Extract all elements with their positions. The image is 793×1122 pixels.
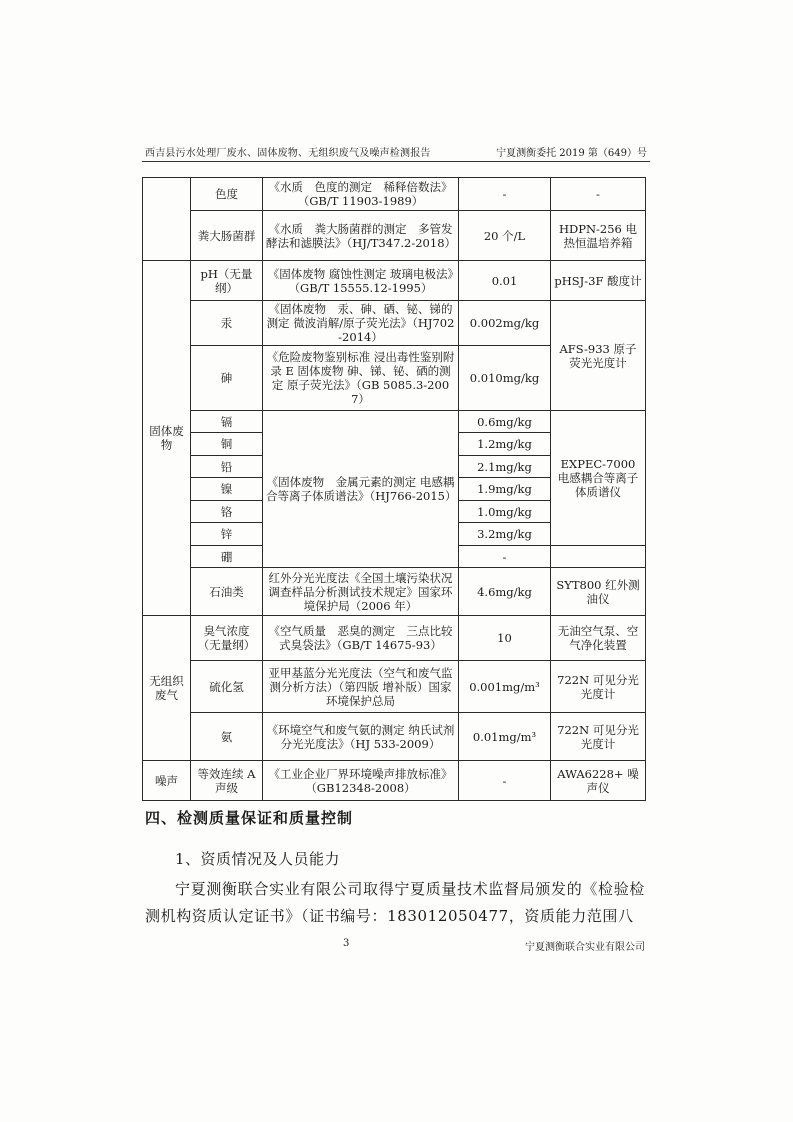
item-cell: 汞 bbox=[191, 301, 263, 346]
limit-cell: 0.6mg/kg bbox=[459, 411, 551, 433]
instrument-cell: AWA6228+ 噪声仪 bbox=[551, 761, 646, 801]
item-cell: 硼 bbox=[191, 546, 263, 568]
item-cell: 色度 bbox=[191, 178, 263, 211]
category-noise: 噪声 bbox=[143, 761, 191, 801]
report-title: 西吉县污水处理厂废水、固体废物、无组织废气及噪声检测报告 bbox=[145, 148, 431, 159]
table-row bbox=[143, 616, 646, 661]
method-table bbox=[142, 177, 646, 801]
limit-cell: 2.1mg/kg bbox=[459, 456, 551, 478]
limit-cell: 10 bbox=[459, 616, 551, 661]
section-heading: 四、检测质量保证和质量控制 bbox=[145, 809, 354, 827]
table-row bbox=[143, 211, 646, 261]
category-solid-waste: 固体废物 bbox=[143, 261, 191, 616]
instrument-cell: SYT800 红外测油仪 bbox=[551, 568, 646, 616]
limit-cell: 4.6mg/kg bbox=[459, 568, 551, 616]
limit-cell: 0.01 bbox=[459, 261, 551, 301]
instrument-cell: pHSJ-3F 酸度计 bbox=[551, 261, 646, 301]
method-cell: 《固体废物 汞、砷、硒、铋、锑的测定 微波消解/原子荧光法》（HJ702-2014） bbox=[263, 301, 459, 346]
limit-cell: 0.010mg/kg bbox=[459, 346, 551, 411]
item-cell: 粪大肠菌群 bbox=[191, 211, 263, 261]
section-paragraph: 宁夏测衡联合实业有限公司取得宁夏质量技术监督局颁发的《检验检测机构资质认定证书》（证书编号：183012050477，资质能力范围八 bbox=[145, 880, 645, 925]
item-cell: 石油类 bbox=[191, 568, 263, 616]
metals-instrument-cell: EXPEC-7000 电感耦合等离子体质谱仪 bbox=[551, 411, 646, 546]
table-row bbox=[143, 661, 646, 713]
instrument-cell: HDPN-256 电热恒温培养箱 bbox=[551, 211, 646, 261]
table-row bbox=[143, 713, 646, 761]
table-row bbox=[143, 568, 646, 616]
section-subheading: 1、资质情况及人员能力 bbox=[175, 850, 341, 868]
item-cell: 臭气浓度（无量纲） bbox=[191, 616, 263, 661]
item-cell: 镉 bbox=[191, 411, 263, 433]
instrument-cell: - bbox=[551, 178, 646, 211]
table-row bbox=[143, 301, 646, 346]
instrument-cell: 722N 可见分光光度计 bbox=[551, 661, 646, 713]
category-fugitive-gas: 无组织废气 bbox=[143, 616, 191, 761]
limit-cell: 20 个/L bbox=[459, 211, 551, 261]
page-number: 3 bbox=[343, 938, 350, 949]
limit-cell: 1.9mg/kg bbox=[459, 478, 551, 501]
method-cell: 亚甲基蓝分光光度法（空气和废气监测分析方法）（第四版 增补版）国家环境保护总局 bbox=[263, 661, 459, 713]
item-cell: 硫化氢 bbox=[191, 661, 263, 713]
method-cell: 《固体废物 腐蚀性测定 玻璃电极法》（GB/T 15555.12-1995） bbox=[263, 261, 459, 301]
item-cell: pH（无量纲） bbox=[191, 261, 263, 301]
table-row bbox=[143, 178, 646, 211]
limit-cell: - bbox=[459, 761, 551, 801]
item-cell: 铜 bbox=[191, 433, 263, 456]
table-row bbox=[143, 411, 646, 433]
header-rule bbox=[142, 161, 650, 162]
instrument-cell: AFS-933 原子荧光光度计 bbox=[551, 301, 646, 411]
item-cell: 镍 bbox=[191, 478, 263, 501]
method-cell: 《水质 色度的测定 稀释倍数法》（GB/T 11903-1989） bbox=[263, 178, 459, 211]
instrument-cell: 无油空气泵、空气净化装置 bbox=[551, 616, 646, 661]
metals-method-cell: 《固体废物 金属元素的测定 电感耦合等离子体质谱法》（HJ766-2015） bbox=[263, 411, 459, 568]
limit-cell: 0.01mg/m³ bbox=[459, 713, 551, 761]
limit-cell: 1.0mg/kg bbox=[459, 501, 551, 523]
method-cell: 《环境空气和废气氨的测定 纳氏试剂分光光度法》（HJ 533-2009） bbox=[263, 713, 459, 761]
limit-cell: 1.2mg/kg bbox=[459, 433, 551, 456]
item-cell: 等效连续 A 声级 bbox=[191, 761, 263, 801]
method-cell: 《工业企业厂界环境噪声排放标准》（GB12348-2008） bbox=[263, 761, 459, 801]
report-code: 宁夏测衡委托 2019 第（649）号 bbox=[496, 148, 647, 159]
limit-cell: - bbox=[459, 178, 551, 211]
item-cell: 锌 bbox=[191, 523, 263, 546]
limit-cell: - bbox=[459, 546, 551, 568]
footer-company: 宁夏测衡联合实业有限公司 bbox=[525, 942, 645, 953]
category-cell-continued bbox=[143, 178, 191, 261]
instrument-cell-empty bbox=[551, 546, 646, 568]
instrument-cell: 722N 可见分光光度计 bbox=[551, 713, 646, 761]
item-cell: 铬 bbox=[191, 501, 263, 523]
method-cell: 《空气质量 恶臭的测定 三点比较式臭袋法》（GB/T 14675-93） bbox=[263, 616, 459, 661]
item-cell: 氨 bbox=[191, 713, 263, 761]
item-cell: 铅 bbox=[191, 456, 263, 478]
table-row bbox=[143, 261, 646, 301]
limit-cell: 0.001mg/m³ bbox=[459, 661, 551, 713]
limit-cell: 0.002mg/kg bbox=[459, 301, 551, 346]
limit-cell: 3.2mg/kg bbox=[459, 523, 551, 546]
table-row bbox=[143, 761, 646, 801]
method-cell: 《危险废物鉴别标准 浸出毒性鉴别附录 E 固体废物 砷、锑、铋、硒的测定 原子荧光法》（GB 5085.3-2007） bbox=[263, 346, 459, 411]
item-cell: 砷 bbox=[191, 346, 263, 411]
method-cell: 红外分光光度法《全国土壤污染状况调查样品分析测试技术规定》国家环境保护局（2006 年） bbox=[263, 568, 459, 616]
method-cell: 《水质 粪大肠菌群的测定 多管发酵法和滤膜法》（HJ/T347.2-2018） bbox=[263, 211, 459, 261]
